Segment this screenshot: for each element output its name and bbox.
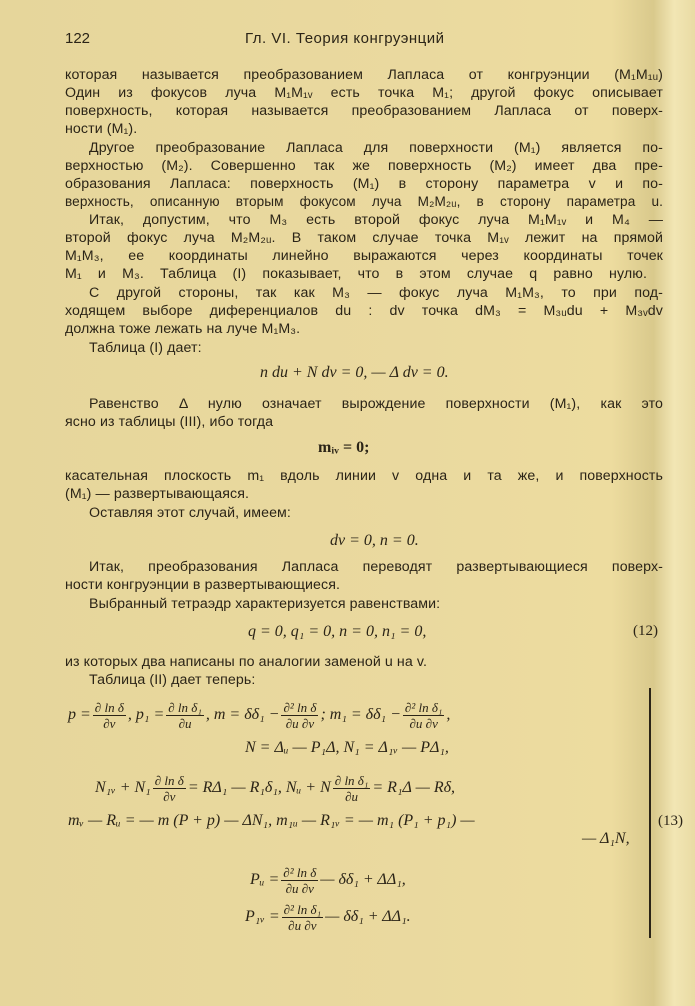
text-line: ности (M₁). — [65, 121, 138, 137]
text-line: Оставляя этот случай, имеем: — [89, 505, 291, 521]
equation: mᵢᵥ = 0; — [318, 439, 370, 456]
equation-13-row — [95, 773, 455, 804]
equation-13-row — [68, 700, 450, 731]
text-line: касательная плоскость m₁ вдоль линии v одна и та же, и поверхность — [65, 468, 663, 484]
text-line: Таблица (I) дает: — [89, 340, 202, 356]
eq-text: , m = δδ₁ − — [205, 706, 280, 724]
equation-13-row: N = Δᵤ — P₁Δ, N₁ = Δ₁ᵥ — PΔ₁, — [245, 739, 449, 756]
text-line: Другое преобразование Лапласа для поверхности (M₁) является по- — [89, 140, 663, 156]
text-line: ясно из таблицы (III), ибо тогда — [65, 414, 274, 430]
numerator: ∂ ln δ₁ — [334, 773, 369, 788]
equation-number: (12) — [633, 623, 658, 639]
text-line: Равенство Δ нулю означает вырождение поверхности (M₁), как это — [89, 396, 663, 412]
page-number: 122 — [65, 30, 91, 47]
denominator: ∂v — [103, 716, 116, 731]
eq-text: = RΔ₁ — R₁δ₁, Nᵤ + N — [187, 779, 331, 797]
text-line: верхностью (M₂). Совершенно так же поверхность (M₂) имеет два пре- — [65, 158, 663, 174]
eq-text: = R₁Δ — Rδ, — [372, 779, 456, 797]
numerator: ∂ ln δ₁ — [168, 700, 202, 715]
text-line: Итак, преобразования Лапласа переводят развертывающиеся поверх- — [89, 559, 663, 575]
eq-text: — δδ₁ + ΔΔ₁, — [320, 871, 406, 889]
fraction — [281, 700, 318, 731]
equation-number: (13) — [658, 813, 683, 829]
fraction — [166, 700, 204, 731]
fraction — [403, 700, 445, 731]
text-line: Один из фокусов луча M₁M₁ᵥ есть точка M₁; другой фокус описывает — [65, 85, 663, 101]
text-line: образования Лапласа: поверхность (M₁) в сторону параметра v и по- — [65, 176, 663, 192]
fraction — [333, 773, 371, 804]
text-line: должна тоже лежать на луче M₁M₃. — [65, 321, 301, 337]
running-title: Гл. VI. Теория конгруэнций — [245, 30, 445, 47]
eq-text: Pᵤ = — [250, 871, 280, 889]
denominator: ∂u ∂v — [288, 918, 317, 933]
text-line: Таблица (II) дает теперь: — [89, 672, 256, 688]
text-line: ности конгруэнции в развертывающиеся. — [65, 577, 341, 593]
denominator: ∂u ∂v — [409, 716, 438, 731]
equation-13-row: mᵥ — Rᵤ = — m (P + p) — ΔN₁, m₁ᵤ — R₁ᵥ = — m₁ (P₁ + p₁) — — [68, 812, 475, 829]
equation-13-row — [250, 865, 406, 896]
eq-text: — δδ₁ + ΔΔ₁. — [325, 908, 411, 926]
text-line: поверхность, которая называется преобразованием Лапласа от поверх- — [65, 103, 663, 119]
denominator: ∂u — [178, 716, 192, 731]
numerator: ∂² ln δ₁ — [283, 902, 322, 917]
denominator: ∂u ∂v — [285, 716, 315, 731]
fraction — [281, 865, 318, 896]
eq-text: N₁ᵥ + N₁ — [95, 779, 151, 797]
eq-text: ; m₁ = δδ₁ − — [320, 706, 401, 724]
fraction — [153, 773, 186, 804]
text-line: (M₁) — развертывающаяся. — [65, 486, 250, 502]
numerator: ∂ ln δ — [94, 700, 124, 715]
fraction — [93, 700, 126, 731]
numerator: ∂ ln δ — [154, 773, 184, 788]
numerator: ∂² ln δ — [283, 865, 317, 880]
text-line: которая называется преобразованием Лапласа от конгруэнции (M₁M₁ᵤ) — [65, 67, 663, 83]
text-line: M₁ и M₃. Таблица (I) показывает, что в этом случае q равно нулю. — [65, 266, 647, 282]
eq-text: , p₁ = — [127, 706, 165, 724]
eq-text: , — [446, 706, 451, 724]
equation-13-row — [245, 902, 411, 933]
text-line: ходящем выборе диференциалов du : dv точка dM₃ = M₃ᵤdu + M₃ᵥdv — [65, 303, 663, 319]
text-line: второй фокус луча M₂M₂ᵤ. В таком случае точка M₁ᵥ лежит на прямой — [65, 230, 663, 246]
text-line: верхность, описанную вторым фокусом луча M₂M₂ᵤ, в сторону параметра u. — [65, 194, 663, 209]
text-line: С другой стороны, так как M₃ — фокус луча M₁M₃, то при под- — [89, 285, 663, 301]
denominator: ∂u ∂v — [285, 881, 314, 896]
denominator: ∂u — [345, 789, 359, 804]
denominator: ∂v — [163, 789, 176, 804]
equation-13-row: — Δ₁N, — [582, 830, 630, 847]
text-line: M₁M₃, ее координаты линейно выражаются через координаты точек — [65, 248, 663, 264]
numerator: ∂² ln δ — [283, 700, 317, 715]
eq-text: p = — [68, 706, 91, 724]
text-line: Итак, допустим, что M₃ есть второй фокус луча M₁M₁ᵥ и M₄ — — [89, 212, 663, 228]
numerator: ∂² ln δ₁ — [404, 700, 443, 715]
equation-brace — [649, 688, 651, 938]
equation: q = 0, q₁ = 0, n = 0, n₁ = 0, — [248, 623, 427, 640]
eq-text: P₁ᵥ = — [245, 908, 280, 926]
equation: dv = 0, n = 0. — [330, 532, 419, 549]
fraction — [282, 902, 324, 933]
equation: n du + N dv = 0, — Δ dv = 0. — [260, 364, 449, 381]
text-line: Выбранный тетраэдр характеризуется равенствами: — [89, 596, 441, 612]
text-line: из которых два написаны по аналогии заменой u на v. — [65, 654, 428, 670]
